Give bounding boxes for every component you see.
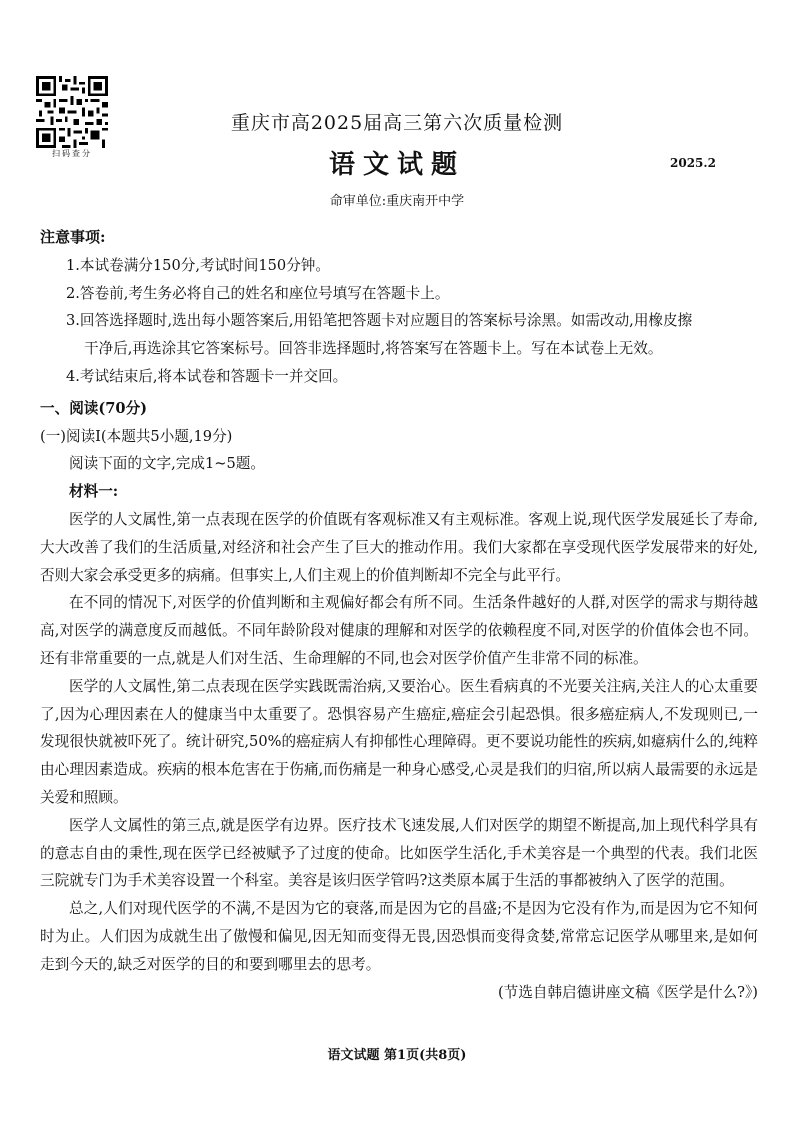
- notice-title: 注意事项:: [40, 228, 106, 246]
- exam-date: 2025.2: [670, 156, 716, 170]
- subject-title: 语文试题: [328, 150, 465, 180]
- instruction: 阅读下面的文字,完成1~5题。: [69, 455, 265, 473]
- paragraph: 医学的人文属性,第一点表现在医学的价值既有客观标准又有主观标准。客观上说,现代医学发展延长了寿命,大大改善了我们的生活质量,对经济和社会产生了巨大的推动作用。我们大家都在享受现代医学发展带来的好处,否则大家会承受更多的病痛。但事实上,人们主观上的价值判断却不完全与此平行。: [40, 510, 758, 584]
- page-footer: 语文试题 第1页(共8页): [327, 1048, 467, 1063]
- qr-caption: 扫码查分: [52, 149, 92, 158]
- source-citation: (节选自韩启德讲座文稿《医学是什么?》): [497, 983, 758, 1001]
- paragraph: 医学人文属性的第三点,就是医学有边界。医疗技术飞速发展,人们对医学的期望不断提高,加上现代科学具有的意志自由的秉性,现在医学已经被赋予了过度的使命。比如医学生活化,手术美容是一个典型的代表。我们北医三院就专门为手术美容设置一个科室。美容是该归医学管吗?这类原本属于生活的事都被纳入了医学的范围。: [40, 816, 758, 890]
- notice-item: 2.答卷前,考生务必将自己的姓名和座位号填写在答题卡上。: [66, 284, 450, 302]
- paragraph: 总之,人们对现代医学的不满,不是因为它的衰落,而是因为它的昌盛;不是因为它没有作为,而是因为它不知何时为止。人们因为成就生出了傲慢和偏见,因无知而变得无畏,因恐惧而变得贪婪,常常忘记医学从哪里来,是如何走到今天的,缺乏对医学的目的和要到哪里去的思考。: [40, 900, 758, 973]
- page-content: [40, 224, 758, 1006]
- notice-item: 3.回答选择题时,选出每小题答案后,用铅笔把答题卡对应题目的答案标号涂黑。如需改动,用橡皮擦: [66, 312, 693, 330]
- notice-item: 1.本试卷满分150分,考试时间150分钟。: [66, 256, 330, 274]
- notice-item-continued: 干净后,再选涂其它答案标号。回答非选择题时,将答案写在答题卡上。写在本试卷上无效。: [84, 340, 663, 358]
- material-label: 材料一:: [69, 483, 119, 501]
- paragraph: 在不同的情况下,对医学的价值判断和主观偏好都会有所不同。生活条件越好的人群,对医学的需求与期待越高,对医学的满意度反而越低。不同年龄阶段对健康的理解和对医学的依赖程度不同,对医学的价值体会也不同。还有非常重要的一点,就是人们对生活、生命理解的不同,也会对医学价值产生非常不同的标准。: [40, 594, 758, 667]
- section-heading: 一、阅读(70分): [40, 399, 148, 417]
- notice-item: 4.考试结束后,将本试卷和答题卡一并交回。: [66, 367, 348, 385]
- exam-title: 重庆市高2025届高三第六次质量检测: [230, 112, 564, 134]
- paragraph: 医学的人文属性,第二点表现在医学实践既需治病,又要治心。医生看病真的不光要关注病,关注人的心太重要了,因为心理因素在人的健康当中太重要了。恐惧容易产生癌症,癌症会引起恐惧。很多癌症病人,不发现则已,一发现很快就被吓死了。统计研究,50%的癌症病人有抑郁性心理障碍。更不要说功能性的疾病,如癔病什么的,纯粹由心理因素造成。疾病的根本危害在于伤痛,而伤痛是一种身心感受,心灵是我们的归宿,所以病人最需要的永远是关爱和照顾。: [40, 677, 758, 806]
- sub-section-heading: (一)阅读Ⅰ(本题共5小题,19分): [40, 427, 233, 445]
- setter-unit: 命审单位:重庆南开中学: [329, 194, 465, 209]
